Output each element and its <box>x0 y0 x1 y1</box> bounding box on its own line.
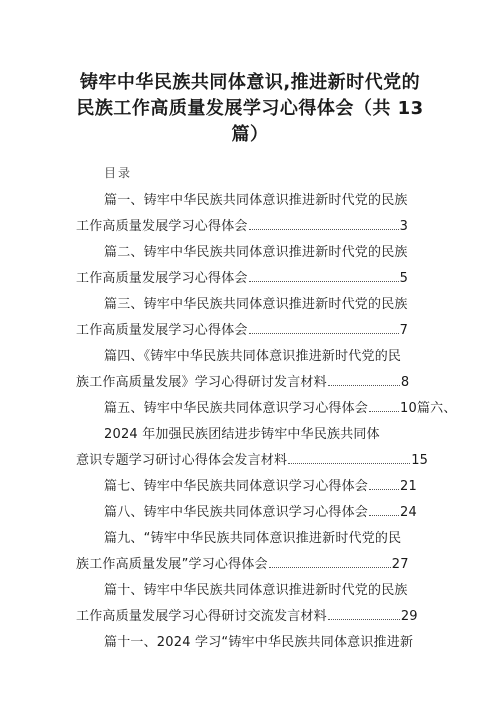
toc-line[interactable] <box>104 475 417 494</box>
toc-entry-text: 篇八、铸牢中华民族共同体意识学习心得体会 <box>104 505 369 520</box>
toc-line[interactable] <box>104 293 408 312</box>
toc-entry-text: 篇五、铸牢中华民族共同体意识学习心得体会 <box>104 401 369 416</box>
title-line-1: 铸牢中华民族共同体意识,推进新时代党的 <box>79 72 421 93</box>
toc-entry-text: 族工作高质量发展》学习心得研讨发言材料 <box>76 375 327 390</box>
toc-line[interactable] <box>104 501 417 520</box>
toc-entry-text: 意识专题学习研讨心得体会发言材料 <box>76 453 288 468</box>
toc-line[interactable] <box>104 631 413 650</box>
toc-page-number: 27 <box>391 557 409 572</box>
toc-entry-text: 2024 年加强民族团结进步铸牢中华民族共同体 <box>104 427 380 442</box>
toc-leader-dots <box>249 280 399 282</box>
toc-entry-text: 工作高质量发展学习心得体会 <box>76 271 248 286</box>
toc-line[interactable] <box>104 241 408 260</box>
toc-page-number: 29 <box>400 609 418 624</box>
toc-line[interactable] <box>76 371 409 390</box>
toc-line[interactable] <box>104 189 408 208</box>
toc-leader-dots <box>269 566 391 568</box>
toc-line[interactable] <box>104 579 408 598</box>
toc-entry-text: 篇十、铸牢中华民族共同体意识推进新时代党的民族 <box>104 583 408 598</box>
toc-line[interactable] <box>76 449 428 468</box>
toc-leader-dots <box>288 462 410 464</box>
toc-page-number: 24 <box>400 505 417 520</box>
toc-leader-dots <box>369 410 399 412</box>
toc-entry-text: 工作高质量发展学习心得研讨交流发言材料 <box>76 609 327 624</box>
toc-entry-text: 篇三、铸牢中华民族共同体意识推进新时代党的民族 <box>104 297 408 312</box>
toc-line[interactable] <box>76 553 409 572</box>
toc-line[interactable] <box>76 267 408 286</box>
toc-page-number: 15 <box>411 453 429 468</box>
toc-leader-dots <box>369 514 399 516</box>
toc-line[interactable] <box>104 423 380 442</box>
title-line-2: 民族工作高质量发展学习心得体会（共 13 <box>76 98 424 119</box>
title-line-3: 篇） <box>231 124 269 145</box>
toc-entry-text: 篇四、《铸牢中华民族共同体意识推进新时代党的民 <box>104 349 402 364</box>
toc-line[interactable] <box>104 397 457 416</box>
toc-leader-dots <box>369 488 399 490</box>
toc-line[interactable] <box>76 215 408 234</box>
toc-entry-continuation: 篇六、 <box>416 401 457 416</box>
toc-entry-text: 篇一、铸牢中华民族共同体意识推进新时代党的民族 <box>104 193 408 208</box>
document-title <box>60 70 440 148</box>
toc-page-number: 7 <box>399 323 409 338</box>
toc-page-number: 21 <box>400 479 417 494</box>
toc-line[interactable] <box>104 527 401 546</box>
toc-entry-text: 工作高质量发展学习心得体会 <box>76 219 248 234</box>
toc-line[interactable] <box>104 345 401 364</box>
toc-entry-text: 篇九、“铸牢中华民族共同体意识推进新时代党的民 <box>104 531 402 546</box>
toc-page-number: 5 <box>399 271 409 286</box>
toc-page-number: 10 <box>400 401 417 416</box>
toc-line[interactable] <box>76 319 408 338</box>
toc-leader-dots <box>249 332 399 334</box>
toc-leader-dots <box>328 618 400 620</box>
toc-leader-dots <box>249 228 399 230</box>
toc-page-number: 8 <box>400 375 410 390</box>
toc-entry-text: 篇七、铸牢中华民族共同体意识学习心得体会 <box>104 479 369 494</box>
toc-page-number: 3 <box>399 219 409 234</box>
toc-entry-text: 篇十一、2024 学习“铸牢中华民族共同体意识推进新 <box>104 635 414 650</box>
toc-leader-dots <box>328 384 400 386</box>
toc-entry-text: 篇二、铸牢中华民族共同体意识推进新时代党的民族 <box>104 245 408 260</box>
toc-heading: 目录 <box>104 166 133 180</box>
toc-entry-text: 族工作高质量发展”学习心得体会 <box>76 557 268 572</box>
toc-entry-text: 工作高质量发展学习心得体会 <box>76 323 248 338</box>
toc-line[interactable] <box>76 605 418 624</box>
